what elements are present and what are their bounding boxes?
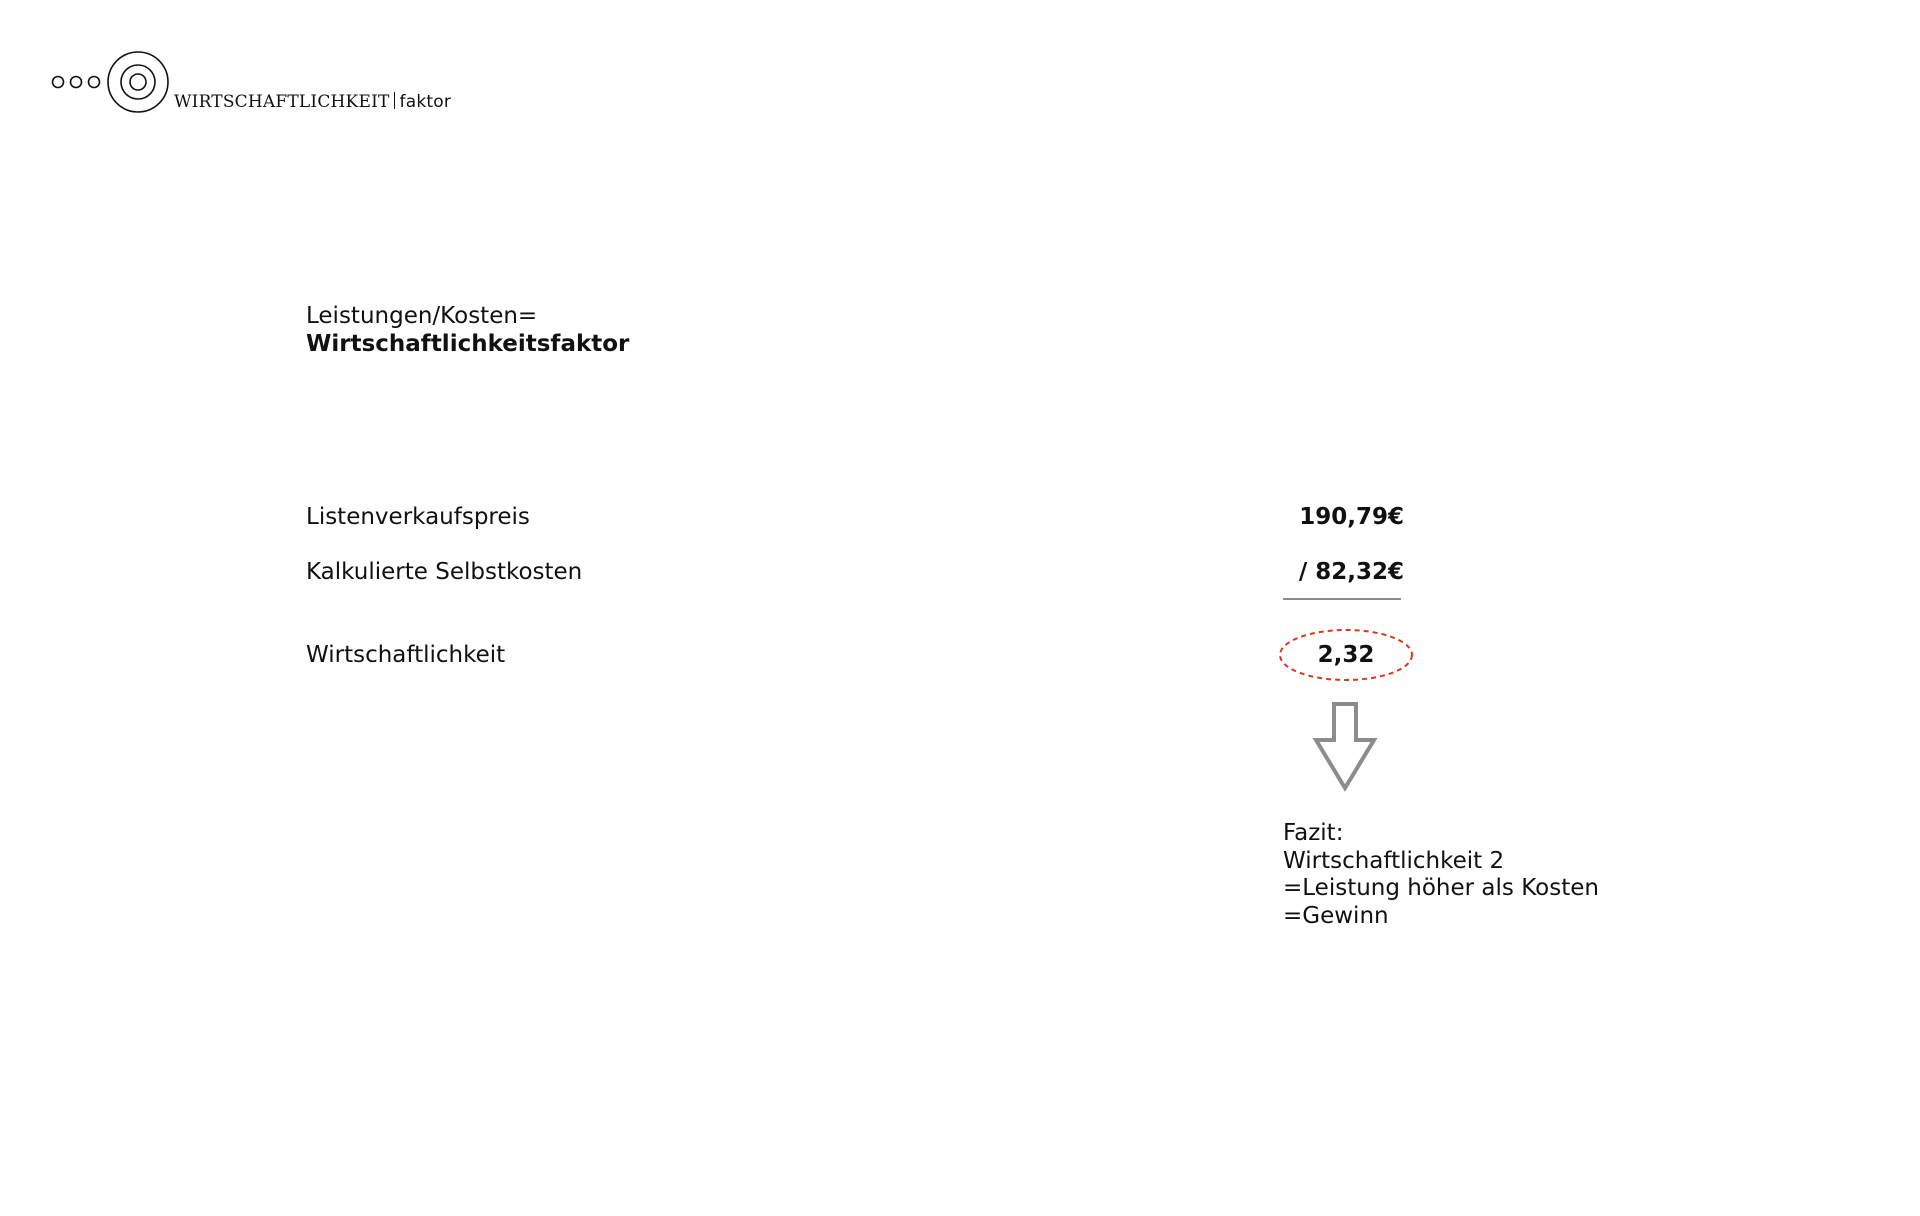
conclusion-block (1283, 820, 1599, 930)
conclusion-line-3: =Leistung höher als Kosten (1283, 875, 1599, 901)
row-label-wirtschaftlichkeit: Wirtschaftlichkeit (306, 642, 506, 668)
conclusion-line-1: Fazit: (1283, 820, 1344, 846)
row-value-selbstkosten: / 82,32€ (1298, 559, 1404, 585)
row-label-selbstkosten: Kalkulierte Selbstkosten (306, 559, 583, 585)
formula-line-1: Leistungen/Kosten= (306, 303, 538, 329)
row-value-listenverkaufspreis: 190,79€ (1299, 504, 1404, 530)
sum-rule (1283, 598, 1401, 600)
row-value-wirtschaftlichkeit: 2,32 (1317, 642, 1375, 668)
conclusion-line-4: =Gewinn (1283, 902, 1389, 929)
down-arrow-icon (1312, 702, 1378, 792)
logo-suffix: faktor (399, 92, 452, 112)
formula-heading (306, 302, 629, 358)
logo-separator (394, 92, 395, 109)
logo-wordmark (174, 92, 451, 112)
logo-text: WIRTSCHAFTLICHKEIT (174, 92, 390, 112)
conclusion-line-2: Wirtschaftlichkeit 2 (1283, 847, 1505, 874)
row-label-listenverkaufspreis: Listenverkaufspreis (306, 504, 530, 530)
formula-line-2: Wirtschaftlichkeitsfaktor (306, 331, 630, 357)
